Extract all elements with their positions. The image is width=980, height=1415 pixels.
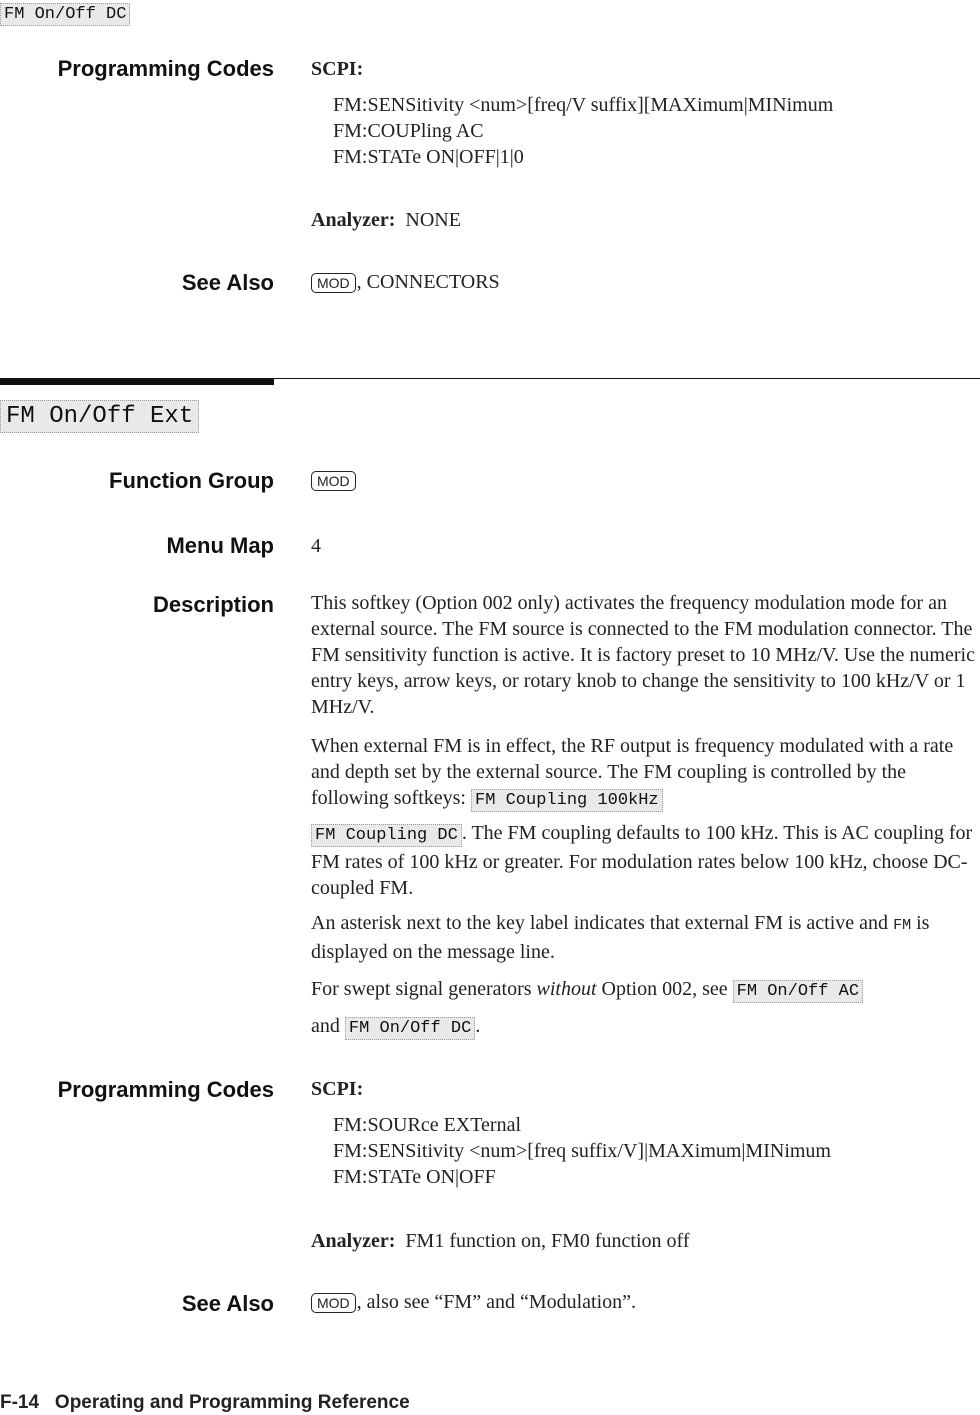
softkey-fm-coupling-100khz: FM Coupling 100kHz: [471, 789, 663, 812]
softkey-fm-coupling-dc: FM Coupling DC: [311, 824, 462, 847]
footer-title: Operating and Programming Reference: [54, 1392, 410, 1413]
mod-hardkey: MOD: [311, 1293, 356, 1313]
scpi-label: SCPI:: [311, 1078, 364, 1100]
p4-text-b: Option 002, see: [601, 978, 728, 1000]
description-label: Description: [152, 592, 274, 617]
function-group-content: [311, 467, 357, 493]
section-rule-thin: [274, 378, 980, 379]
p4-italic: without: [536, 978, 597, 1000]
p2-text-a: When external FM is in effect, the RF output is frequency modulated with a rate and depth set by the external source. The FM coupling is controlled by the following softkeys:: [311, 735, 954, 809]
softkey-fm-onoff-ac: FM On/Off AC: [733, 980, 863, 1003]
scpi-command-list: [333, 1112, 831, 1190]
scpi-line: FM:COUPling AC: [333, 120, 484, 142]
see-also-content: [311, 269, 500, 295]
scpi-line: FM:SOURce EXTernal: [333, 1114, 522, 1136]
scpi-line: FM:STATe ON|OFF|1|0: [333, 146, 524, 168]
programming-codes-label: Programming Codes: [57, 56, 274, 81]
see-also-label: See Also: [181, 1291, 274, 1316]
scpi-command-list: [333, 92, 833, 170]
softkey-fm-onoff-ext-title: FM On/Off Ext: [0, 400, 199, 433]
description-paragraph-3: [311, 910, 980, 965]
description-paragraph-1: This softkey (Option 002 only) activates the frequency modulation mode for an external source. The FM source is connected to the FM modulation connector. The FM sensitivity function is active. It is factory preset to 10 MHz/V. Use the numeric entry keys, arrow keys, or rotary knob to change the sensitivity to 100 kHz/V or 1 MHz/V.: [311, 592, 975, 718]
analyzer-label: Analyzer:: [311, 1230, 396, 1252]
p3-text-a: An asterisk next to the key label indicates that external FM is active and: [311, 912, 889, 934]
see-also-label: See Also: [181, 270, 274, 295]
scpi-line: FM:SENSitivity <num>[freq suffix/V]|MAXimum|MINimum: [333, 1140, 831, 1162]
message-line-fm-indicator: FM: [893, 917, 912, 934]
page-footer: [0, 1392, 410, 1414]
scpi-line: FM:STATe ON|OFF: [333, 1166, 496, 1188]
mod-hardkey: MOD: [311, 273, 356, 293]
menu-map-value: 4: [311, 535, 321, 557]
softkey-fm-onoff-dc-header: FM On/Off DC: [0, 3, 130, 26]
menu-map-label: Menu Map: [166, 533, 274, 558]
analyzer-label: Analyzer:: [311, 209, 396, 231]
analyzer-line: [311, 207, 461, 233]
analyzer-line: [311, 1228, 690, 1254]
p2-text-b: . The FM coupling defaults to 100 kHz. This is AC coupling for FM rates of 100 kHz or greater. For modulation rates below 100 kHz, choose DC-coupled FM.: [311, 822, 973, 899]
p4-text-a: For swept signal generators: [311, 978, 532, 1000]
mod-hardkey: MOD: [311, 471, 356, 491]
see-also-text: , CONNECTORS: [356, 271, 500, 293]
see-also-text: , also see “FM” and “Modulation”.: [356, 1291, 637, 1313]
analyzer-value: FM1 function on, FM0 function off: [405, 1230, 690, 1252]
section-rule-thick: [0, 378, 274, 385]
description-paragraph-4: [311, 976, 980, 1042]
p4-and: and: [311, 1015, 340, 1037]
function-group-label: Function Group: [109, 468, 274, 493]
page-number: F-14: [0, 1392, 40, 1413]
programming-codes-label: Programming Codes: [57, 1077, 274, 1102]
description-paragraph-2: [311, 733, 980, 901]
softkey-fm-onoff-dc: FM On/Off DC: [345, 1017, 475, 1040]
analyzer-value: NONE: [405, 209, 461, 231]
scpi-label: SCPI:: [311, 58, 364, 80]
see-also-content: [311, 1289, 636, 1315]
p4-end: .: [475, 1015, 481, 1037]
scpi-line: FM:SENSitivity <num>[freq/V suffix][MAXimum|MINimum: [333, 94, 834, 116]
p3-text-b: is displayed on the message line.: [311, 912, 930, 963]
